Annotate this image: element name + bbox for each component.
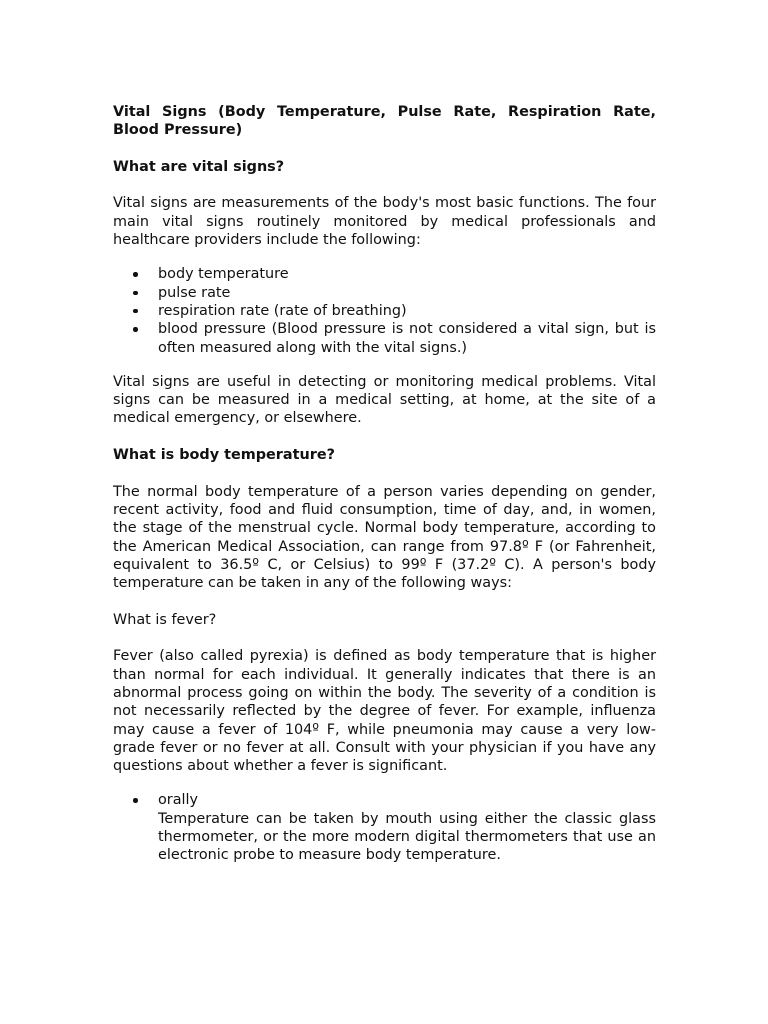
document-title: Vital Signs (Body Temperature, Pulse Rate, Respiration Rate, Blood Pressure) [113,104,656,139]
list-item: body temperature [158,265,656,283]
paragraph-vital-signs-usefulness: Vital signs are useful in detecting or monitoring medical problems. Vital signs can be measured in a medical setting, at home, at the site of a medical emergency, or elsewhere. [113,373,656,427]
document-page [113,103,656,865]
list-item: blood pressure (Blood pressure is not considered a vital sign, but is often measured along with the vital signs.) [158,321,656,356]
paragraph-body-temperature: The normal body temperature of a person varies depending on gender, recent activity, food and fluid consumption, time of day, and, in women, the stage of the menstrual cycle. Normal body temperature, according to the American Medical Association, can range from 97.8º F (or Fahrenheit, equivalent to 36.5º C, or Celsius) to 99º F (37.2º C). A person's body temperature can be taken in any of the following ways: [113,483,656,592]
method-description: Temperature can be taken by mouth using either the classic glass thermometer, or the more modern digital thermometers that use an electronic probe to measure body temperature. [158,810,656,864]
section-heading-fever: What is fever? [113,611,217,628]
list-item: respiration rate (rate of breathing) [158,302,656,320]
vital-signs-list [113,265,656,356]
paragraph-vital-signs-intro: Vital signs are measurements of the body's most basic functions. The four main vital signs routinely monitored by medical professionals and healthcare providers include the following: [113,195,656,249]
list-item: pulse rate [158,284,656,302]
paragraph-fever: Fever (also called pyrexia) is defined as body temperature that is higher than normal for each individual. It generally indicates that there is an abnormal process going on within the body. The severity of a condition is not necessarily reflected by the degree of fever. For example, influenza may cause a fever of 104º F, while pneumonia may cause a very low-grade fever or no fever at all. Consult with your physician if you have any questions about whether a fever is significant. [113,648,656,775]
method-name: orally [158,792,199,809]
measurement-methods-list [113,791,656,864]
section-heading-body-temperature: What is body temperature? [113,447,335,464]
section-heading-vital-signs: What are vital signs? [113,158,285,175]
list-item [158,791,656,864]
